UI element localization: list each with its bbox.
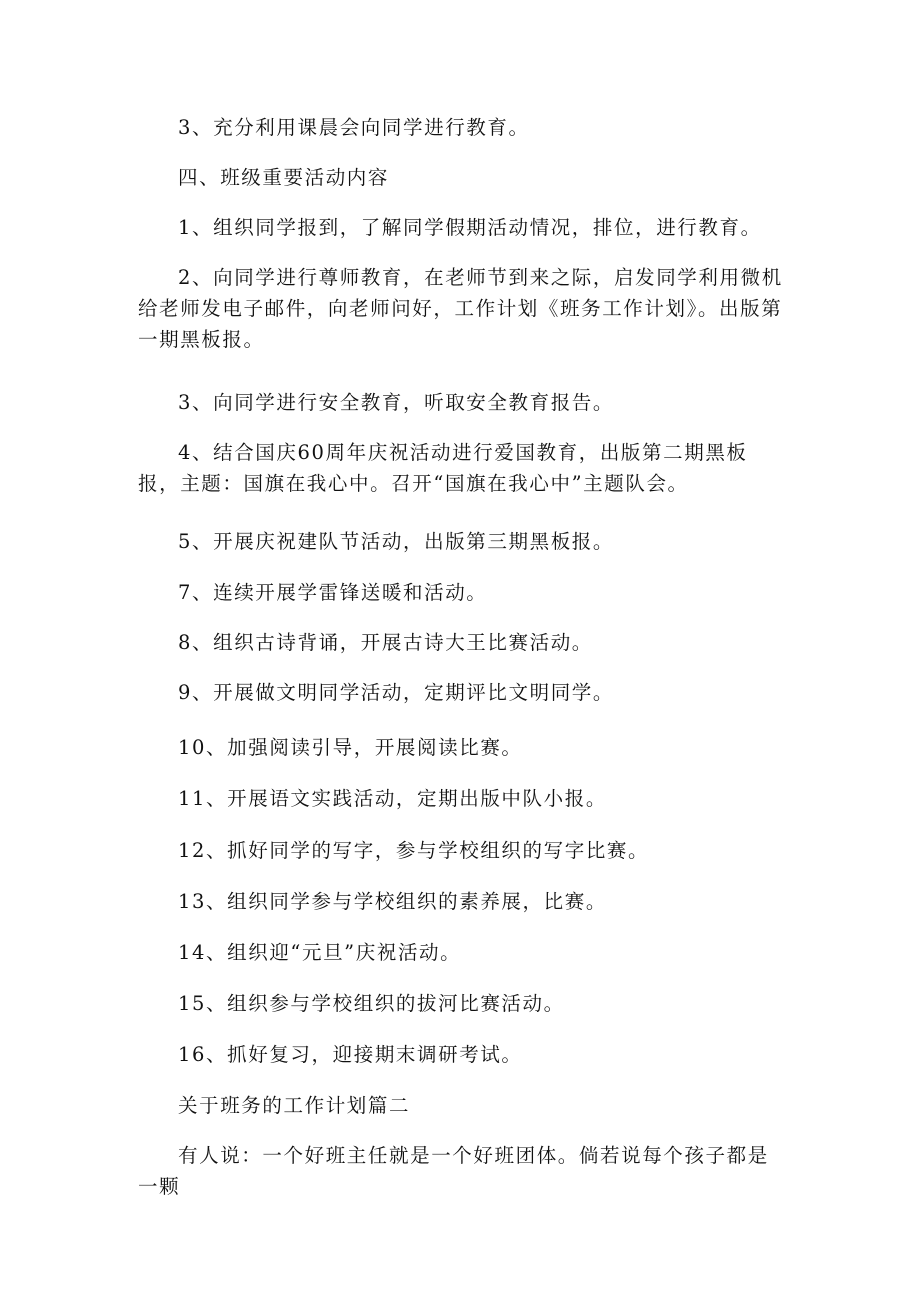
paragraph-item-2: 2、向同学进行尊师教育，在老师节到来之际，启发同学利用微机给老师发电子邮件，向老师问好，工作计划《班务工作计划》。出版第一期黑板报。 xyxy=(138,266,783,351)
section-heading-activities: 四、班级重要活动内容 xyxy=(178,166,390,189)
paragraph-item-1: 1、组织同学报到，了解同学假期活动情况，排位，进行教育。 xyxy=(178,216,762,239)
paragraph-intro: 有人说：一个好班主任就是一个好班团体。倘若说每个孩子都是一颗 xyxy=(138,1144,769,1198)
paragraph-item-7: 7、连续开展学雷锋送暖和活动。 xyxy=(178,581,488,604)
paragraph-item-5: 5、开展庆祝建队节活动，出版第三期黑板报。 xyxy=(178,530,615,553)
paragraph-item-3: 3、向同学进行安全教育，听取安全教育报告。 xyxy=(178,391,615,414)
paragraph-item-3-morning-meeting: 3、充分利用课晨会向同学进行教育。 xyxy=(178,116,530,139)
paragraph-item-16: 16、抓好复习，迎接期末调研考试。 xyxy=(178,1043,523,1066)
paragraph-item-14: 14、组织迎“元旦”庆祝活动。 xyxy=(178,941,462,964)
paragraph-item-12: 12、抓好同学的写字，参与学校组织的写字比赛。 xyxy=(178,839,650,862)
section-heading-plan-part-two: 关于班务的工作计划篇二 xyxy=(178,1094,411,1117)
paragraph-item-15: 15、组织参与学校组织的拔河比赛活动。 xyxy=(178,992,565,1015)
paragraph-item-10: 10、加强阅读引导，开展阅读比赛。 xyxy=(178,736,523,759)
paragraph-item-11: 11、开展语文实践活动，定期出版中队小报。 xyxy=(178,787,607,810)
paragraph-item-9: 9、开展做文明同学活动，定期评比文明同学。 xyxy=(178,681,615,704)
paragraph-item-4: 4、结合国庆60周年庆祝活动进行爱国教育，出版第二期黑板报，主题：国旗在我心中。召开“国旗在我心中”主题队会。 xyxy=(138,441,748,495)
paragraph-item-8: 8、组织古诗背诵，开展古诗大王比赛活动。 xyxy=(178,631,593,654)
paragraph-item-13: 13、组织同学参与学校组织的素养展，比赛。 xyxy=(178,890,607,913)
